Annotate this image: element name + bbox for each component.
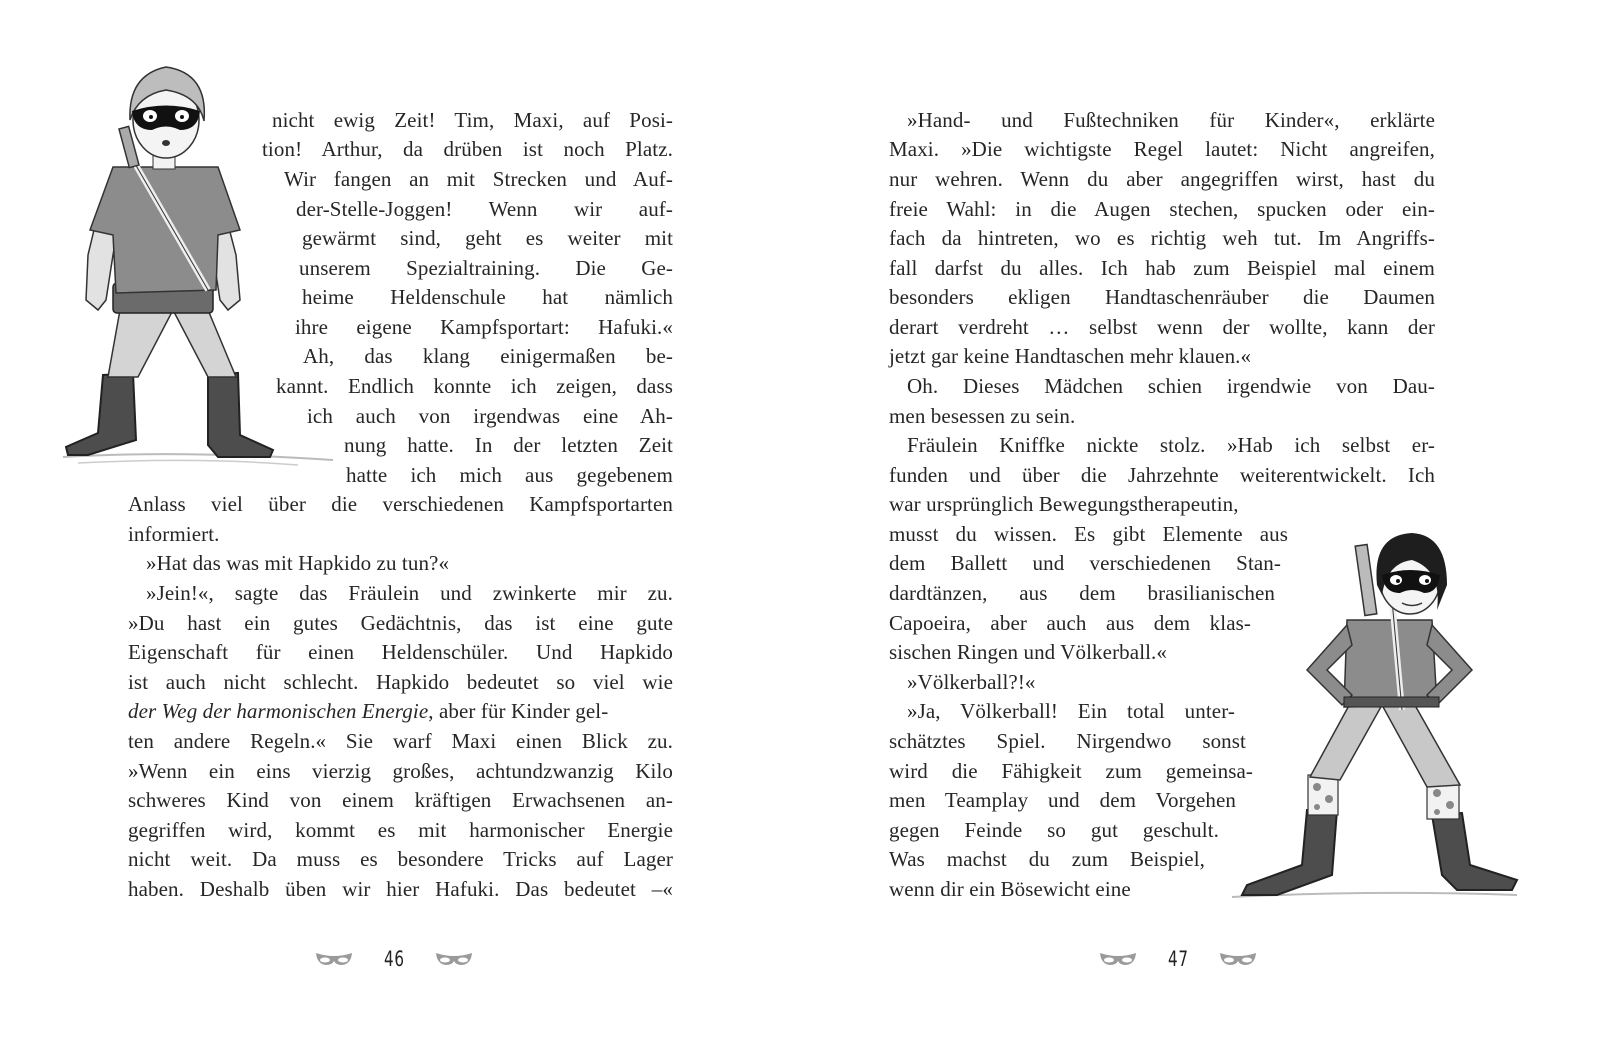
text-line: nung hatte. In der letzten Zeit: [344, 433, 673, 457]
eye-mask-icon: [1218, 950, 1258, 968]
text-line: ihre eigene Kampfsportart: Hafuki.«: [295, 315, 673, 339]
text-line: Wir fangen an mit Strecken und Auf-: [284, 167, 673, 191]
text-line: Maxi. »Die wichtigste Regel lautet: Nicht angreifen,: [889, 137, 1435, 161]
text-line: »Völkerball?!«: [907, 670, 1036, 694]
text-line: wenn dir ein Bösewicht eine: [889, 877, 1131, 901]
text-line: der-Stelle-Joggen! Wenn wir auf-: [296, 197, 673, 221]
text-line: musst du wissen. Es gibt Elemente aus: [889, 522, 1288, 546]
text-line: sischen Ringen und Völkerball.«: [889, 640, 1168, 664]
text-line: Ah, das klang einigermaßen be-: [303, 344, 673, 368]
text-line: Fräulein Kniffke nickte stolz. »Hab ich selbst er-: [907, 433, 1435, 457]
text-line: Oh. Dieses Mädchen schien irgendwie von Dau-: [907, 374, 1435, 398]
text-line: Eigenschaft für einen Heldenschüler. Und Hapkido: [128, 640, 673, 664]
text-line: nicht ewig Zeit! Tim, Maxi, auf Posi-: [272, 108, 673, 132]
page-number: 47: [1167, 947, 1189, 971]
text-line: men Teamplay und dem Vorgehen: [889, 788, 1236, 812]
page-number-footer: [314, 944, 474, 974]
eye-mask-icon: [314, 950, 354, 968]
text-line: freie Wahl: in die Augen stechen, spucken oder ein-: [889, 197, 1435, 221]
text-line: war ursprünglich Bewegungstherapeutin,: [889, 492, 1239, 516]
text-line: nicht weit. Da muss es besondere Tricks auf Lager: [128, 847, 673, 871]
text-line: dardtänzen, aus dem brasilianischen: [889, 581, 1275, 605]
text-line: »Hand- und Fußtechniken für Kinder«, erklärte: [907, 108, 1435, 132]
text-line: informiert.: [128, 522, 220, 546]
text-line: kannt. Endlich konnte ich zeigen, dass: [276, 374, 673, 398]
text-line: nur wehren. Wenn du aber angegriffen wirst, hast du: [889, 167, 1435, 191]
text-line: funden und über die Jahrzehnte weiterentwickelt. Ich: [889, 463, 1435, 487]
text-line: schätztes Spiel. Nirgendwo sonst: [889, 729, 1246, 753]
text-line: men besessen zu sein.: [889, 404, 1076, 428]
text-line: ich auch von irgendwas eine Ah-: [307, 404, 673, 428]
text-line: wird die Fähigkeit zum gemeinsa-: [889, 759, 1253, 783]
text-line: gegriffen wird, kommt es mit harmonischer Energie: [128, 818, 673, 842]
eye-mask-icon: [1098, 950, 1138, 968]
text-line: unserem Spezialtraining. Die Ge-: [299, 256, 673, 280]
page-number-footer: [1098, 944, 1258, 974]
text-line: tion! Arthur, da drüben ist noch Platz.: [262, 137, 673, 161]
text-line: haben. Deshalb üben wir hier Hafuki. Das bedeutet –«: [128, 877, 673, 901]
text-line: gegen Feinde so gut geschult.: [889, 818, 1219, 842]
text-line: Was machst du zum Beispiel,: [889, 847, 1205, 871]
text-line: »Hat das was mit Hapkido zu tun?«: [146, 551, 450, 575]
text-line: »Jein!«, sagte das Fräulein und zwinkerte mir zu.: [146, 581, 673, 605]
text-line: heime Heldenschule hat nämlich: [302, 285, 673, 309]
eye-mask-icon: [434, 950, 474, 968]
text-line: schweres Kind von einem kräftigen Erwachsenen an-: [128, 788, 673, 812]
text-line: hatte ich mich aus gegebenem: [346, 463, 673, 487]
text-line: jetzt gar keine Handtaschen mehr klauen.«: [889, 344, 1252, 368]
text-line: »Wenn ein eins vierzig großes, achtundzwanzig Kilo: [128, 759, 673, 783]
text-line: ten andere Regeln.« Sie warf Maxi einen Blick zu.: [128, 729, 673, 753]
text-line: dem Ballett und verschiedenen Stan-: [889, 551, 1281, 575]
text-line: gewärmt sind, geht es weiter mit: [302, 226, 673, 250]
text-line: derart verdreht … selbst wenn der wollte, kann der: [889, 315, 1435, 339]
text-line: Anlass viel über die verschiedenen Kampfsportarten: [128, 492, 673, 516]
masked-girl-illustration: [1232, 525, 1522, 905]
text-line: [128, 696, 673, 726]
text-line: besonders ekligen Handtaschenräuber die Daumen: [889, 285, 1435, 309]
text-line: ist auch nicht schlecht. Hapkido bedeutet so viel wie: [128, 670, 673, 694]
right-page: [800, 0, 1600, 1048]
text-line: Capoeira, aber auch aus dem klas-: [889, 611, 1251, 635]
page-number: 46: [383, 947, 405, 971]
italic-phrase: der Weg der harmonischen Energie: [128, 699, 429, 723]
text-line: fall darfst du alles. Ich hab zum Beispiel mal einem: [889, 256, 1435, 280]
text-fragment: , aber für Kinder gel-: [428, 699, 609, 723]
text-line: fach da hintreten, wo es richtig weh tut. Im Angriffs-: [889, 226, 1435, 250]
text-line: »Ja, Völkerball! Ein total unter-: [907, 699, 1235, 723]
text-line: »Du hast ein gutes Gedächtnis, das ist eine gute: [128, 611, 673, 635]
